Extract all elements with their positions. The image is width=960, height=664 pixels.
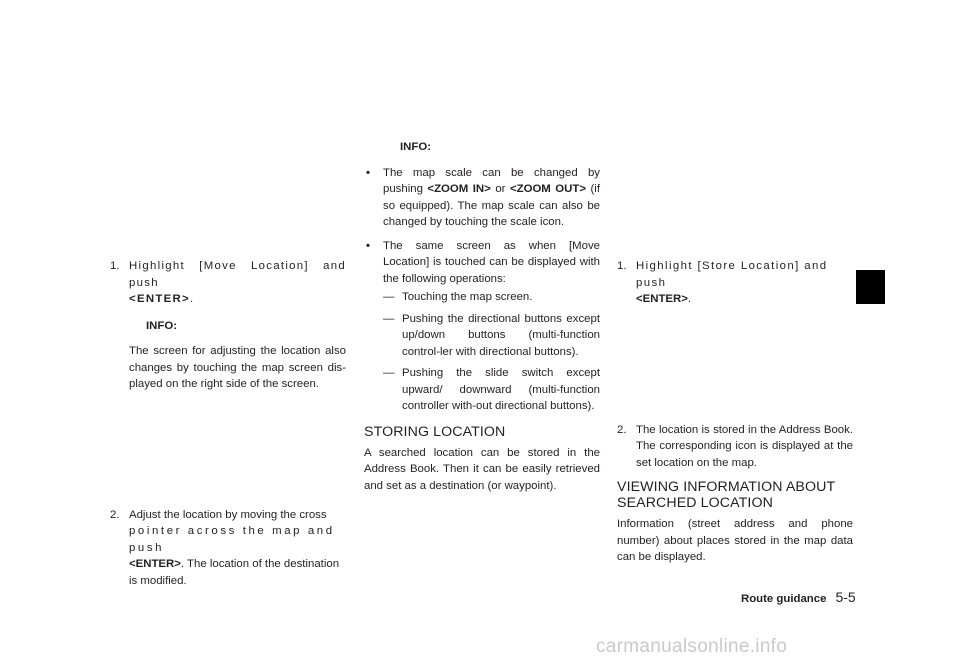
dash-icon: —: [383, 312, 395, 325]
page-number: 5-5: [835, 589, 856, 605]
step-1-store-location: [617, 258, 853, 308]
step-number: 2.: [110, 508, 120, 521]
step-text: Highlight [Move Location] and push <ENTER>.: [129, 260, 346, 305]
step-2-adjust-location: [110, 507, 346, 590]
footer-section-name: Route guidance: [741, 593, 827, 605]
step-text: Adjust the location by moving the cross pointer across the map and push <ENTER>. The location of the destination is modified.: [129, 508, 340, 587]
step-text: Highlight [Store Location] and push <ENTER>.: [636, 260, 828, 305]
section-title-viewing-information: VIEWING INFORMATION ABOUT SEARCHED LOCATION: [617, 479, 836, 511]
dash-list: [364, 289, 600, 415]
step-number: 1.: [617, 260, 627, 272]
enter-key: <ENTER>: [129, 293, 191, 305]
enter-key: <ENTER>: [636, 293, 688, 305]
chapter-tab: [856, 270, 885, 304]
info-bullet-zoom: • The map scale can be changed by pushing <ZOOM IN> or <ZOOM OUT> (if so equipped). The map scale can also be changed by touching the scale icon.: [366, 166, 601, 228]
info-heading: INFO:: [400, 141, 432, 153]
watermark: carmanualsonline.info: [596, 636, 788, 657]
info-heading: INFO:: [146, 319, 178, 332]
page-footer: [741, 589, 856, 605]
step-2-stored: 2. The location is stored in the Address Book. The corresponding icon is displayed at the set location on the map.: [617, 423, 853, 469]
section-title-storing-location: STORING LOCATION: [364, 423, 506, 440]
step-1-move-location: [110, 258, 346, 308]
dash-icon: —: [383, 367, 395, 379]
section-text: Information (street address and phone number) about places stored in the map data can be displayed.: [617, 518, 853, 563]
dash-icon: —: [383, 291, 395, 303]
bullet-icon: •: [366, 166, 370, 179]
bullet-icon: •: [366, 239, 370, 252]
enter-key: <ENTER>: [129, 558, 181, 570]
middle-column: [364, 139, 600, 494]
info-bullet-move-location: • The same screen as when [Move Location] is touched can be displayed with the following operations:: [366, 239, 600, 285]
zoom-out-key: <ZOOM OUT>: [509, 183, 586, 195]
dash-item: — Pushing the slide switch except upward/ downward (multi-function controller with-out directional buttons).: [383, 367, 600, 412]
section-text: A searched location can be stored in the Address Book. Then it can be easily retrieved and set as a destination (or waypoint).: [364, 446, 600, 492]
info-text: The screen for adjusting the location also changes by touching the map screen dis-played on the right side of the screen.: [129, 345, 346, 390]
step-number: 2.: [617, 423, 627, 436]
right-column: [617, 258, 853, 566]
step-number: 1.: [110, 260, 120, 272]
zoom-in-key: <ZOOM IN>: [427, 183, 491, 195]
left-column: [110, 258, 346, 589]
dash-item: — Touching the map screen.: [383, 289, 600, 306]
dash-item: — Pushing the directional buttons except up/down buttons (multi-function control-ler with directional buttons).: [383, 312, 600, 358]
